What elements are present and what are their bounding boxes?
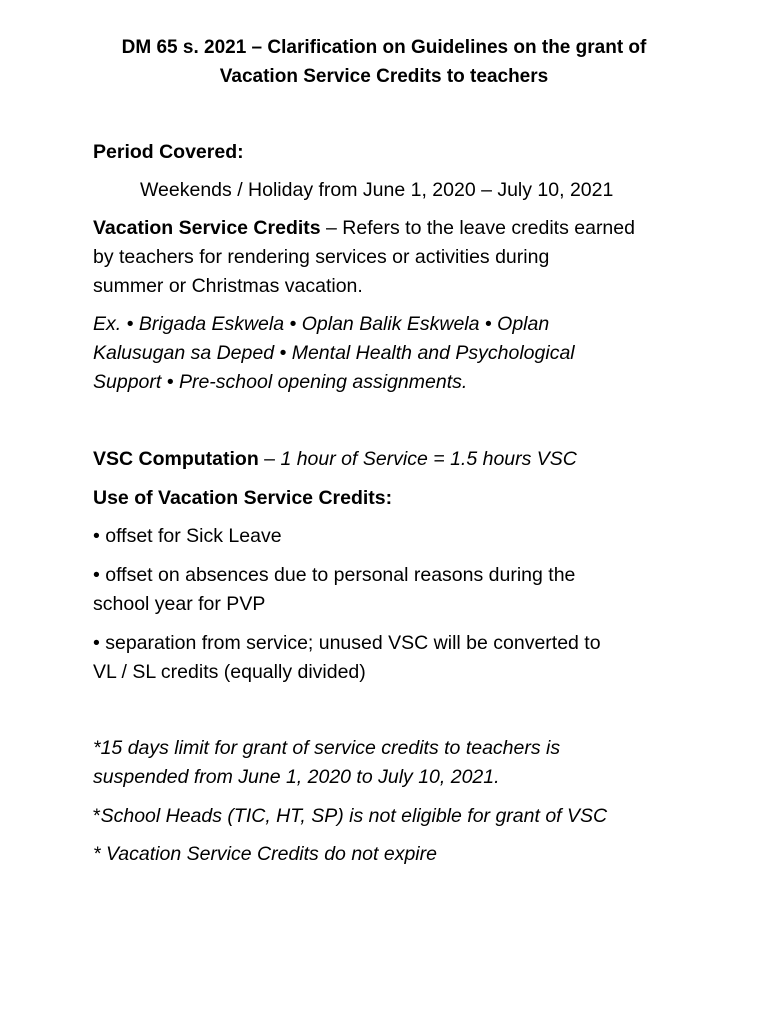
use-item-separation-line-2: VL / SL credits (equally divided) [93,661,366,683]
use-item-absences-line-2: school year for PVP [93,593,266,615]
document-title-line-2: Vacation Service Credits to teachers [219,66,549,87]
vsc-computation-term: VSC Computation [93,448,259,470]
vsc-definition-line-1 [93,214,635,243]
vsc-computation-dash: – [258,448,281,470]
examples-line-2: Kalusugan sa Deped • Mental Health and Psychological [93,342,575,364]
examples-line-1: Ex. • Brigada Eskwela • Oplan Balik Eskwela • Oplan [93,313,550,335]
use-of-vsc-heading: Use of Vacation Service Credits: [93,487,393,509]
use-item-absences-line-1: • offset on absences due to personal reasons during the [93,564,576,586]
vsc-definition-line-2: by teachers for rendering services or activities during [93,246,550,268]
vsc-definition-rest: – Refers to the leave credits earned [320,217,635,239]
vsc-computation [93,445,577,474]
examples-line-3: Support • Pre-school opening assignments. [93,371,468,393]
period-covered-heading: Period Covered: [93,141,244,163]
document-title-line-1: DM 65 s. 2021 – Clarification on Guidelines on the grant of [121,37,647,58]
vsc-definition-line-3: summer or Christmas vacation. [93,275,363,297]
note-no-expiry: * Vacation Service Credits do not expire [93,843,437,865]
vsc-definition-term: Vacation Service Credits [93,217,321,239]
use-item-sick-leave: • offset for Sick Leave [93,525,282,547]
note-15-days-line-2: suspended from June 1, 2020 to July 10, 2021. [93,766,500,788]
note-school-heads-prefix: * [93,805,101,827]
period-covered-text: Weekends / Holiday from June 1, 2020 – July 10, 2021 [140,179,614,201]
note-school-heads [93,802,607,831]
vsc-computation-formula: 1 hour of Service = 1.5 hours VSC [280,448,577,470]
note-15-days-line-1: *15 days limit for grant of service credits to teachers is [93,737,561,759]
note-school-heads-text: School Heads (TIC, HT, SP) is not eligible for grant of VSC [100,805,608,827]
use-item-separation-line-1: • separation from service; unused VSC will be converted to [93,632,601,654]
